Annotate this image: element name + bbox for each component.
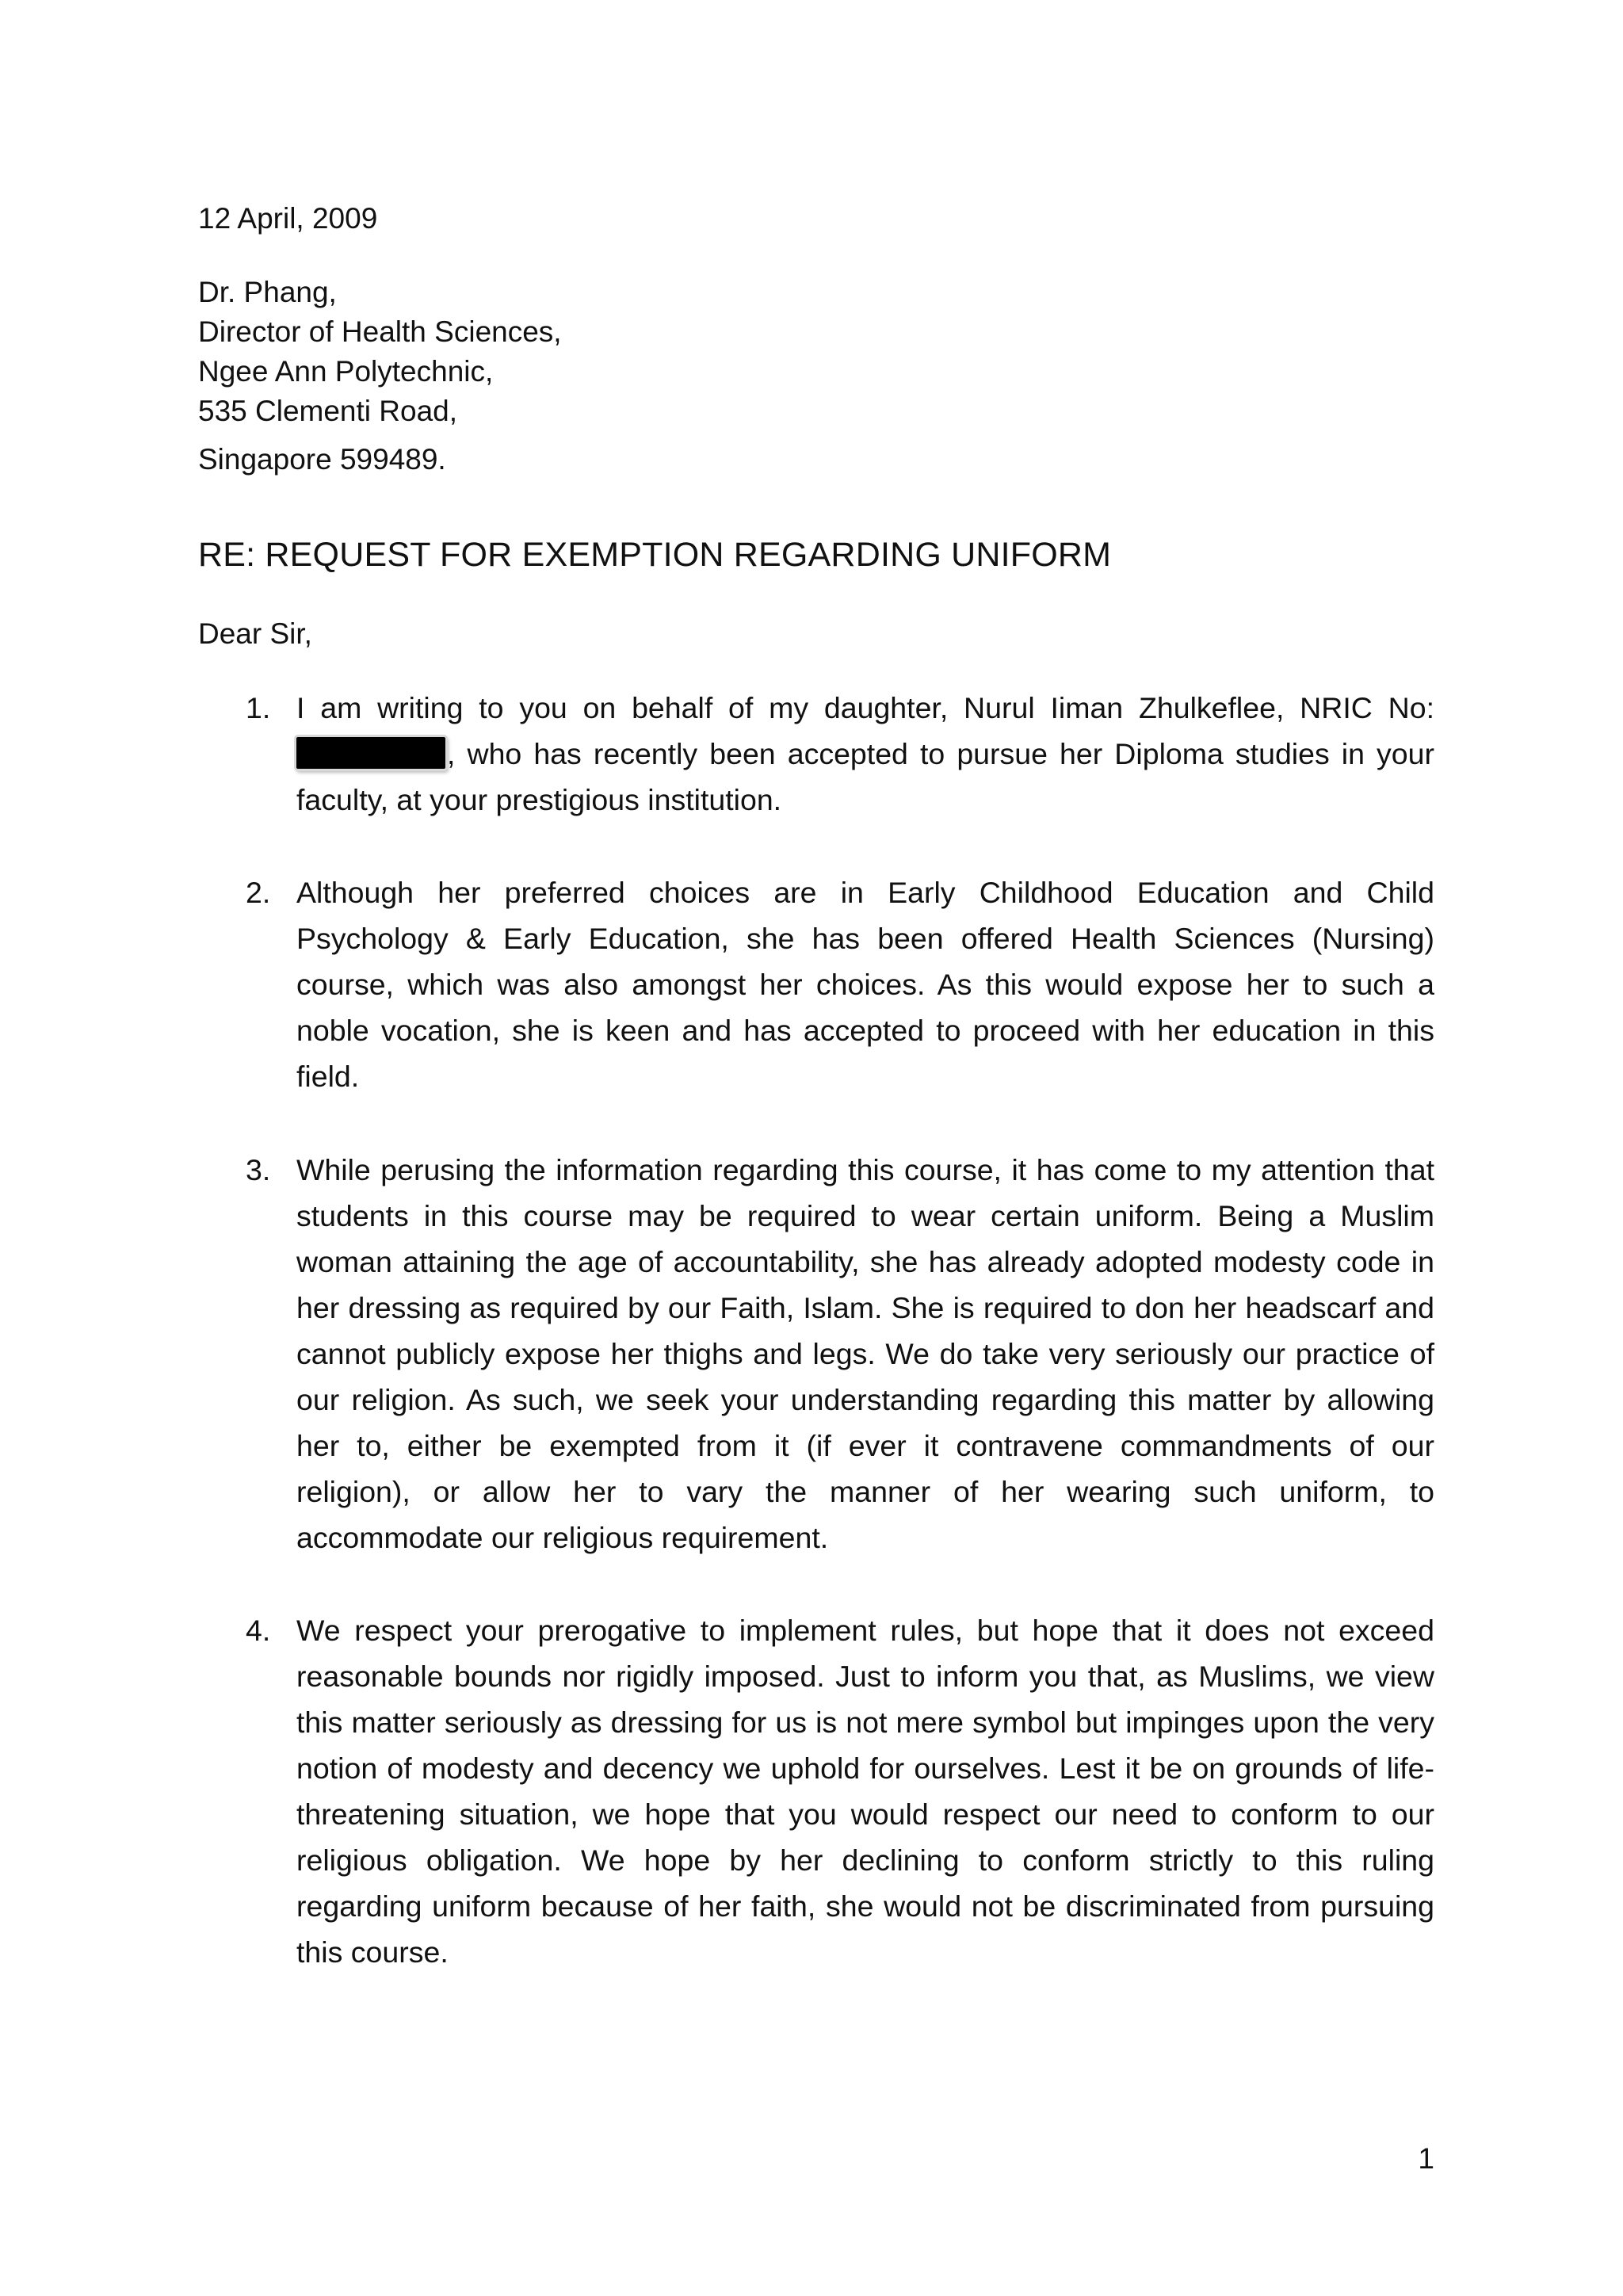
paragraph-number: 1.	[246, 691, 271, 724]
paragraph-text	[296, 685, 1434, 823]
paragraph-text: Although her preferred choices are in Early Childhood Education and Child Psychology & Early Education, she has been offered Health Sciences (Nursing) course, which was also amongst her choices. As this would expose her to such a noble vocation, she is keen and has accepted to proceed with her education in this field.	[296, 876, 1434, 1093]
paragraph-number: 2.	[246, 876, 271, 909]
letter-subject: RE: REQUEST FOR EXEMPTION REGARDING UNIFORM	[198, 536, 1112, 574]
paragraph-text: While perusing the information regarding this course, it has come to my attention that students in this course may be required to wear certain uniform. Being a Muslim woman attaining the age of accountability, she has already adopted modesty code in her dressing as required by our Faith, Islam. She is required to don her headscarf and cannot publicly expose her thighs and legs. We do take very seriously our practice of our religion. As such, we seek your understanding regarding this matter by allowing her to, either be exempted from it (if ever it contravene commandments of our religion), or allow her to vary the manner of her wearing such uniform, to accommodate our religious requirement.	[296, 1153, 1434, 1554]
paragraph-number: 3.	[246, 1153, 271, 1186]
page-number: 1	[1418, 2142, 1434, 2175]
address-line: Director of Health Sciences,	[198, 315, 562, 348]
paragraph-text-part: I am writing to you on behalf of my daughter, Nurul Iiman Zhulkeflee, NRIC No:	[296, 691, 1434, 724]
numbered-paragraph	[198, 1607, 1434, 1975]
numbered-paragraph	[198, 685, 1434, 823]
salutation: Dear Sir,	[198, 617, 312, 650]
address-line: 535 Clementi Road,	[198, 395, 458, 427]
address-line: Singapore 599489.	[198, 443, 446, 476]
numbered-paragraph	[198, 869, 1434, 1099]
paragraph-number: 4.	[246, 1614, 271, 1647]
paragraph-text: We respect your prerogative to implement rules, but hope that it does not exceed reasonable bounds nor rigidly imposed. Just to inform you that, as Muslims, we view this matter seriously as dressing for us is not mere symbol but impinges upon the very notion of modesty and decency we uphold for ourselves. Lest it be on grounds of life-threatening situation, we hope that you would respect our need to conform to our religious obligation. We hope by her declining to conform strictly to this ruling regarding uniform because of her faith, she would not be discriminated from pursuing this course.	[296, 1614, 1434, 1969]
address-line: Dr. Phang,	[198, 276, 337, 308]
numbered-paragraph	[198, 1147, 1434, 1561]
address-line: Ngee Ann Polytechnic,	[198, 355, 494, 388]
redaction-box	[296, 737, 445, 769]
letter-date: 12 April, 2009	[198, 202, 378, 235]
paragraph-text-part: , who has recently been accepted to pursue her Diploma studies in your faculty, at your prestigious institution.	[296, 737, 1434, 816]
